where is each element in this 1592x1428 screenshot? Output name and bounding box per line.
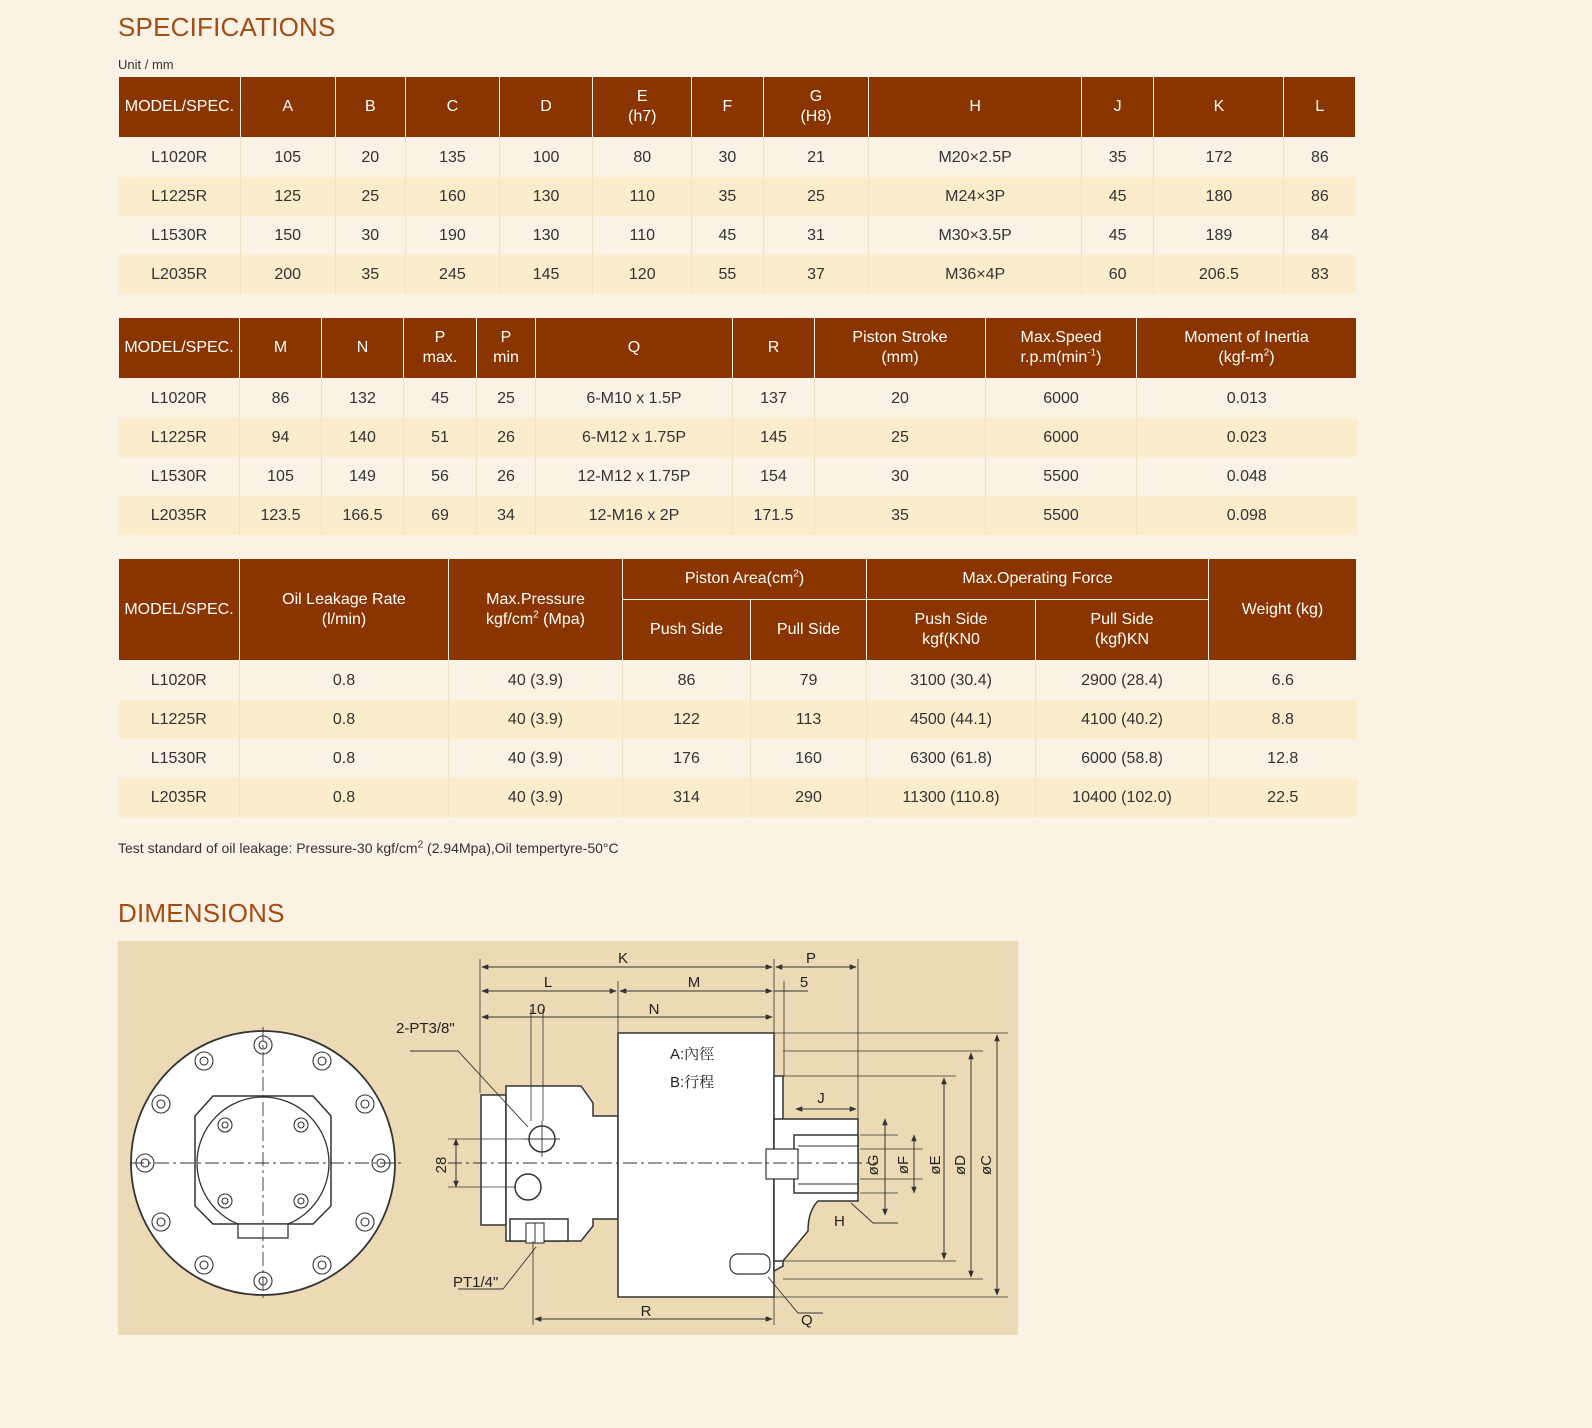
t2-cell: 166.5 [322, 496, 404, 535]
t3-cell: 6000 (58.8) [1036, 739, 1209, 778]
t3-header-force-push: Push Side kgf(KN0 [867, 600, 1036, 661]
t1-cell: 150 [240, 216, 335, 255]
t3-header-force-pull: Pull Side (kgf)KN [1036, 600, 1209, 661]
t3-cell: 6300 (61.8) [867, 739, 1036, 778]
dimensions-title: DIMENSIONS [118, 898, 285, 928]
t2-header-4: P min [477, 318, 536, 379]
table-row [119, 216, 1356, 255]
t3-cell: 290 [751, 778, 867, 817]
t1-cell: 21 [763, 138, 869, 178]
label-10: 10 [528, 1001, 546, 1018]
t2-cell: 0.098 [1137, 496, 1357, 535]
t3-cell: 0.8 [240, 661, 449, 701]
t2-header-5: Q [536, 318, 733, 379]
label-m: M [687, 974, 701, 991]
legend-a: A:內徑 [670, 1046, 715, 1063]
table-row [119, 418, 1357, 457]
t3-cell: L1020R [119, 661, 240, 701]
t1-header-11: L [1284, 77, 1356, 138]
t3-cell: 22.5 [1209, 778, 1357, 817]
front-view [130, 1027, 403, 1301]
t3-header-max-pressure: Max.Pressure kgf/$cm^2$ (Mpa) [449, 559, 623, 661]
t2-cell: L1225R [119, 418, 240, 457]
t1-cell: L1020R [119, 138, 241, 178]
t3-cell: 40 (3.9) [449, 739, 623, 778]
t3-cell: 12.8 [1209, 739, 1357, 778]
t1-cell: 37 [763, 255, 869, 294]
label-dia-c: øC [978, 1155, 995, 1175]
t1-cell: 35 [1081, 138, 1154, 178]
t3-cell: 4500 (44.1) [867, 700, 1036, 739]
specifications-title: SPECIFICATIONS [118, 12, 336, 42]
t1-cell: 245 [406, 255, 500, 294]
t2-header-7: Piston Stroke (mm) [815, 318, 986, 379]
t1-cell: 30 [692, 138, 764, 178]
t1-cell: 180 [1154, 177, 1284, 216]
label-dia-d: øD [952, 1155, 969, 1175]
table-row [119, 457, 1357, 496]
t3-cell: 40 (3.9) [449, 661, 623, 701]
unit-note: Unit / mm [118, 57, 174, 72]
t2-cell: 45 [404, 379, 477, 419]
t1-cell: 135 [406, 138, 500, 178]
t3-header-model: MODEL/SPEC. [119, 559, 240, 661]
t1-cell: 110 [593, 177, 692, 216]
t2-cell: 5500 [986, 496, 1137, 535]
t2-header-6: R [733, 318, 815, 379]
label-h: H [834, 1213, 845, 1230]
t1-header-9: J [1081, 77, 1154, 138]
t3-header-piston-area: Piston $Area(cm^2)$ [623, 559, 867, 600]
t2-cell: 6000 [986, 418, 1137, 457]
t2-cell: 154 [733, 457, 815, 496]
t3-cell: L1530R [119, 739, 240, 778]
leakage-note: Test standard of oil leakage: Pressure-30 kgf/$cm^2$ (2.94Mpa),Oil tempertyre-50°C [118, 839, 619, 856]
t2-cell: 6-M10 x 1.5P [536, 379, 733, 419]
t2-cell: 5500 [986, 457, 1137, 496]
t1-cell: 130 [499, 177, 593, 216]
t2-cell: 86 [240, 379, 322, 419]
spec-table-2 [118, 317, 1357, 535]
table-row [119, 379, 1357, 419]
t1-header-4: D [499, 77, 593, 138]
t1-header-8: H [869, 77, 1082, 138]
t1-cell: M30×3.5P [869, 216, 1082, 255]
label-port-top: 2-PT3/8" [396, 1020, 455, 1037]
t3-cell: 10400 (102.0) [1036, 778, 1209, 817]
t1-cell: 25 [335, 177, 406, 216]
label-5: 5 [799, 974, 809, 991]
t3-cell: 40 (3.9) [449, 700, 623, 739]
t2-cell: 105 [240, 457, 322, 496]
t2-cell: 6-M12 x 1.75P [536, 418, 733, 457]
t2-cell: L1020R [119, 379, 240, 419]
t1-cell: 110 [593, 216, 692, 255]
t1-cell: 45 [1081, 216, 1154, 255]
label-dia-e: øE [927, 1155, 944, 1175]
t3-header-weight: Weight (kg) [1209, 559, 1357, 661]
t3-cell: 176 [623, 739, 751, 778]
t1-cell: 100 [499, 138, 593, 178]
t1-cell: 160 [406, 177, 500, 216]
table-row [119, 661, 1357, 701]
table-row [119, 177, 1356, 216]
t3-header-area-pull: Pull Side [751, 600, 867, 661]
t2-cell: 0.023 [1137, 418, 1357, 457]
t2-cell: 69 [404, 496, 477, 535]
t1-header-2: B [335, 77, 406, 138]
t2-cell: 56 [404, 457, 477, 496]
table-row [119, 255, 1356, 294]
t1-header-0: MODEL/SPEC. [119, 77, 241, 138]
t3-cell: 86 [623, 661, 751, 701]
t1-header-7: G (H8) [763, 77, 869, 138]
t1-cell: 172 [1154, 138, 1284, 178]
t2-cell: 6000 [986, 379, 1137, 419]
t3-header-area-push: Push Side [623, 600, 751, 661]
table-row [119, 739, 1357, 778]
t1-cell: 206.5 [1154, 255, 1284, 294]
t3-header-max-force: Max.Operating Force [867, 559, 1209, 600]
t2-cell: 12-M16 x 2P [536, 496, 733, 535]
legend-b: B:行程 [670, 1074, 715, 1091]
t3-cell: 11300 (110.8) [867, 778, 1036, 817]
t1-cell: 31 [763, 216, 869, 255]
t3-cell: 122 [623, 700, 751, 739]
t2-cell: 94 [240, 418, 322, 457]
t3-cell: 0.8 [240, 739, 449, 778]
t3-header-oil-leakage: Oil Leakage Rate (l/min) [240, 559, 449, 661]
label-l: L [543, 974, 553, 991]
label-dia-g: øG [865, 1154, 882, 1176]
t1-cell: 25 [763, 177, 869, 216]
t2-header-2: N [322, 318, 404, 379]
t1-cell: 145 [499, 255, 593, 294]
t2-cell: 12-M12 x 1.75P [536, 457, 733, 496]
t2-header-0: MODEL/SPEC. [119, 318, 240, 379]
t1-cell: 35 [692, 177, 764, 216]
table-row [119, 138, 1356, 178]
t2-header-9: Moment of Inertia $(kgf-m^2)$ [1137, 318, 1357, 379]
t2-cell: 25 [477, 379, 536, 419]
t1-header-10: K [1154, 77, 1284, 138]
t2-cell: 25 [815, 418, 986, 457]
t3-cell: 113 [751, 700, 867, 739]
t2-cell: 34 [477, 496, 536, 535]
t3-cell: 40 (3.9) [449, 778, 623, 817]
t3-cell: 3100 (30.4) [867, 661, 1036, 701]
t1-cell: 45 [1081, 177, 1154, 216]
side-view [448, 1033, 878, 1297]
t1-cell: 80 [593, 138, 692, 178]
t2-cell: 0.048 [1137, 457, 1357, 496]
t2-cell: 149 [322, 457, 404, 496]
t2-cell: 26 [477, 418, 536, 457]
t2-cell: 145 [733, 418, 815, 457]
label-n: N [648, 1001, 660, 1018]
t2-cell: L2035R [119, 496, 240, 535]
t3-cell: L2035R [119, 778, 240, 817]
t2-cell: 140 [322, 418, 404, 457]
t3-cell: 0.8 [240, 778, 449, 817]
t2-cell: 123.5 [240, 496, 322, 535]
table-row [119, 778, 1357, 817]
t2-cell: 137 [733, 379, 815, 419]
label-r: R [640, 1303, 652, 1320]
t1-cell: 120 [593, 255, 692, 294]
t1-cell: 190 [406, 216, 500, 255]
t2-cell: 51 [404, 418, 477, 457]
t1-cell: M36×4P [869, 255, 1082, 294]
t2-cell: 0.013 [1137, 379, 1357, 419]
t1-cell: L1225R [119, 177, 241, 216]
label-p: P [805, 950, 817, 967]
t1-cell: 105 [240, 138, 335, 178]
t1-cell: L1530R [119, 216, 241, 255]
label-q: Q [801, 1312, 813, 1329]
t1-cell: 30 [335, 216, 406, 255]
t3-cell: 6.6 [1209, 661, 1357, 701]
t2-cell: 171.5 [733, 496, 815, 535]
label-k: K [617, 950, 629, 967]
t1-cell: 83 [1284, 255, 1356, 294]
t1-cell: 86 [1284, 177, 1356, 216]
label-28: 28 [433, 1156, 450, 1174]
t3-cell: 160 [751, 739, 867, 778]
t2-cell: 35 [815, 496, 986, 535]
t3-cell: 8.8 [1209, 700, 1357, 739]
label-j: J [817, 1090, 825, 1107]
t2-cell: 20 [815, 379, 986, 419]
t1-header-3: C [406, 77, 500, 138]
t1-cell: 20 [335, 138, 406, 178]
t1-cell: M20×2.5P [869, 138, 1082, 178]
t1-cell: 35 [335, 255, 406, 294]
t2-cell: 132 [322, 379, 404, 419]
t1-cell: L2035R [119, 255, 241, 294]
t3-cell: 4100 (40.2) [1036, 700, 1209, 739]
t1-header-1: A [240, 77, 335, 138]
spec-table-3 [118, 558, 1357, 817]
table-row [119, 700, 1357, 739]
t2-cell: 30 [815, 457, 986, 496]
t1-cell: 125 [240, 177, 335, 216]
t1-cell: M24×3P [869, 177, 1082, 216]
t2-header-8: Max.Speed $r.p.m(\min^{-1})$ [986, 318, 1137, 379]
t2-header-1: M [240, 318, 322, 379]
t1-header-5: E (h7) [593, 77, 692, 138]
spec-table-1 [118, 76, 1356, 294]
label-port-bottom: PT1/4" [453, 1274, 499, 1291]
table-row [119, 496, 1357, 535]
t3-cell: 0.8 [240, 700, 449, 739]
t3-cell: 2900 (28.4) [1036, 661, 1209, 701]
dimension-drawing [118, 941, 1018, 1335]
t3-cell: 314 [623, 778, 751, 817]
t1-cell: 86 [1284, 138, 1356, 178]
label-dia-f: øF [895, 1155, 912, 1175]
dimension-drawing-svg [118, 941, 1018, 1335]
t1-cell: 55 [692, 255, 764, 294]
t1-cell: 189 [1154, 216, 1284, 255]
t1-cell: 130 [499, 216, 593, 255]
t3-cell: 79 [751, 661, 867, 701]
t2-cell: L1530R [119, 457, 240, 496]
t1-header-6: F [692, 77, 764, 138]
t2-header-3: P max. [404, 318, 477, 379]
t3-cell: L1225R [119, 700, 240, 739]
t1-cell: 84 [1284, 216, 1356, 255]
t1-cell: 200 [240, 255, 335, 294]
t2-cell: 26 [477, 457, 536, 496]
t1-cell: 45 [692, 216, 764, 255]
t1-cell: 60 [1081, 255, 1154, 294]
